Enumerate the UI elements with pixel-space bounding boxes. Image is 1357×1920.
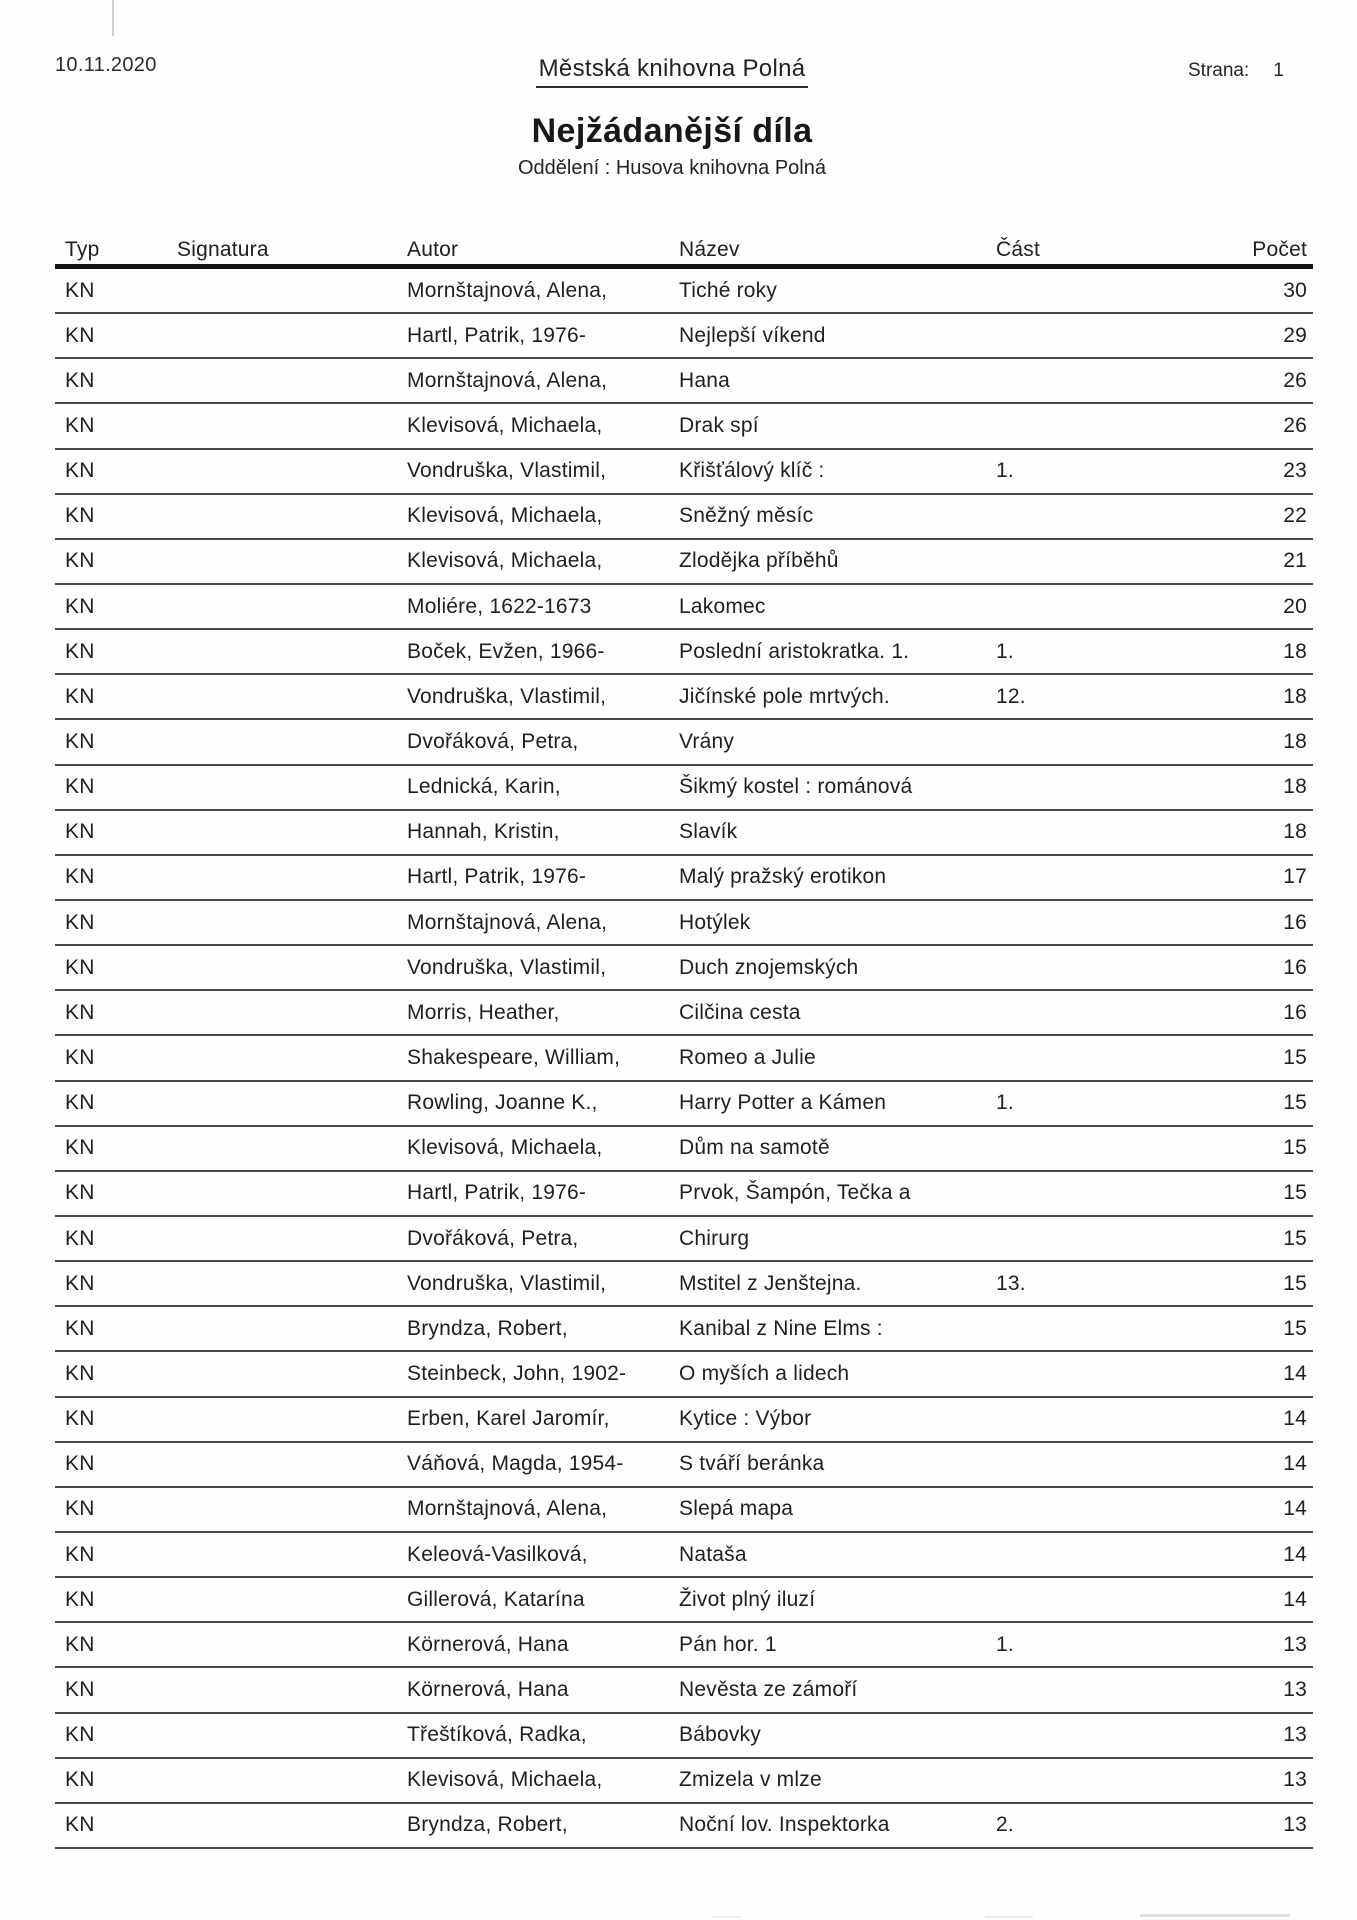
cell-autor: Moliére, 1622-1673 — [407, 594, 592, 618]
cell-nazev: Zmizela v mlze — [679, 1768, 822, 1792]
cell-nazev: Romeo a Julie — [679, 1045, 816, 1069]
cell-pocet: 20 — [1283, 594, 1307, 618]
cell-typ: KN — [65, 549, 95, 573]
page-indicator — [1188, 60, 1284, 82]
cell-pocet: 13 — [1283, 1768, 1307, 1792]
cell-typ: KN — [65, 1091, 95, 1115]
table-row — [55, 1623, 1313, 1668]
cell-nazev: Hana — [679, 368, 731, 392]
cell-nazev: Lakomec — [679, 594, 766, 618]
cell-autor: Keleová-Vasilková, — [407, 1542, 588, 1566]
cell-pocet: 13 — [1283, 1813, 1307, 1837]
cell-autor: Mornštajnová, Alena, — [407, 368, 608, 392]
cell-pocet: 15 — [1283, 1226, 1307, 1250]
cell-autor: Klevisová, Michaela, — [407, 1136, 603, 1160]
cell-autor: Hartl, Patrik, 1976- — [407, 865, 587, 889]
cell-pocet: 30 — [1283, 278, 1307, 302]
cell-nazev: Sněžný měsíc — [679, 504, 814, 528]
cell-cast: 13. — [996, 1271, 1026, 1295]
cell-autor: Bryndza, Robert, — [407, 1316, 568, 1340]
cell-autor: Dvořáková, Petra, — [407, 1226, 579, 1250]
cell-pocet: 14 — [1283, 1361, 1307, 1385]
table-row — [55, 766, 1313, 811]
cell-nazev: Dům na samotě — [679, 1136, 830, 1160]
page-number: 1 — [1273, 60, 1284, 81]
table-header-row — [55, 234, 1313, 262]
cell-autor: Klevisová, Michaela, — [407, 504, 603, 528]
cell-typ: KN — [65, 1271, 95, 1295]
cell-typ: KN — [65, 1632, 95, 1656]
cell-nazev: Bábovky — [679, 1723, 761, 1747]
library-name-text: Městská knihovna Polná — [536, 55, 809, 88]
cell-pocet: 22 — [1283, 504, 1307, 528]
table-row — [55, 1307, 1313, 1352]
table-row — [55, 1352, 1313, 1397]
cell-pocet: 15 — [1283, 1316, 1307, 1340]
table-row — [55, 1127, 1313, 1172]
table-row — [55, 1217, 1313, 1262]
cell-typ: KN — [65, 1045, 95, 1069]
cell-autor: Mornštajnová, Alena, — [407, 278, 608, 302]
cell-autor: Klevisová, Michaela, — [407, 549, 603, 573]
cell-pocet: 18 — [1283, 684, 1307, 708]
library-name-heading — [0, 55, 1344, 88]
cell-nazev: Cilčina cesta — [679, 1000, 801, 1024]
cell-nazev: Tiché roky — [679, 278, 778, 302]
cell-pocet: 26 — [1283, 368, 1307, 392]
cell-autor: Klevisová, Michaela, — [407, 1768, 603, 1792]
cell-autor: Boček, Evžen, 1966- — [407, 639, 605, 663]
cell-autor: Vondruška, Vlastimil, — [407, 684, 607, 708]
table-row — [55, 1533, 1313, 1578]
cell-nazev: Malý pražský erotikon — [679, 865, 887, 889]
cell-nazev: Šikmý kostel : románová — [679, 775, 913, 799]
cell-nazev: Duch znojemských — [679, 955, 859, 979]
cell-autor: Hannah, Kristin, — [407, 820, 560, 844]
scan-artifact-smudge — [985, 1916, 1033, 1918]
cell-nazev: Chirurg — [679, 1226, 750, 1250]
cell-typ: KN — [65, 368, 95, 392]
scan-artifact-smudge — [712, 1916, 742, 1918]
column-header-nazev: Název — [679, 238, 740, 261]
cell-typ: KN — [65, 459, 95, 483]
cell-pocet: 16 — [1283, 1000, 1307, 1024]
cell-nazev: Nejlepší víkend — [679, 323, 826, 347]
cell-typ: KN — [65, 1587, 95, 1611]
cell-typ: KN — [65, 865, 95, 889]
table-row — [55, 946, 1313, 991]
cell-pocet: 13 — [1283, 1677, 1307, 1701]
cell-nazev: Nataša — [679, 1542, 747, 1566]
cell-typ: KN — [65, 820, 95, 844]
table-row — [55, 1668, 1313, 1713]
cell-pocet: 14 — [1283, 1407, 1307, 1431]
cell-autor: Lednická, Karin, — [407, 775, 561, 799]
cell-typ: KN — [65, 1768, 95, 1792]
cell-autor: Dvořáková, Petra, — [407, 729, 579, 753]
table-row — [55, 495, 1313, 540]
cell-pocet: 14 — [1283, 1587, 1307, 1611]
cell-pocet: 16 — [1283, 910, 1307, 934]
cell-pocet: 26 — [1283, 413, 1307, 437]
cell-typ: KN — [65, 1497, 95, 1521]
table-row — [55, 630, 1313, 675]
scan-artifact-smudge — [1140, 1914, 1290, 1917]
table-row — [55, 1082, 1313, 1127]
cell-autor: Hartl, Patrik, 1976- — [407, 323, 587, 347]
cell-nazev: Život plný iluzí — [679, 1587, 816, 1611]
table-row — [55, 675, 1313, 720]
column-header-autor: Autor — [407, 238, 459, 261]
cell-pocet: 17 — [1283, 865, 1307, 889]
cell-pocet: 15 — [1283, 1136, 1307, 1160]
table-row — [55, 901, 1313, 946]
cell-nazev: Noční lov. Inspektorka — [679, 1813, 890, 1837]
cell-pocet: 13 — [1283, 1632, 1307, 1656]
cell-nazev: Pán hor. 1 — [679, 1632, 777, 1656]
cell-typ: KN — [65, 955, 95, 979]
cell-nazev: Kytice : Výbor — [679, 1407, 812, 1431]
cell-pocet: 18 — [1283, 639, 1307, 663]
column-header-typ: Typ — [65, 238, 100, 261]
cell-typ: KN — [65, 684, 95, 708]
cell-pocet: 18 — [1283, 775, 1307, 799]
cell-nazev: Nevěsta ze zámoří — [679, 1677, 858, 1701]
table-row — [55, 1262, 1313, 1307]
cell-cast: 1. — [996, 639, 1014, 663]
cell-pocet: 14 — [1283, 1542, 1307, 1566]
column-header-cast: Část — [996, 238, 1040, 261]
scan-artifact-vertical-line — [112, 0, 114, 36]
cell-nazev: Hotýlek — [679, 910, 751, 934]
cell-pocet: 15 — [1283, 1271, 1307, 1295]
cell-nazev: Vrány — [679, 729, 735, 753]
cell-typ: KN — [65, 413, 95, 437]
report-date: 10.11.2020 — [55, 54, 157, 76]
cell-typ: KN — [65, 323, 95, 347]
cell-autor: Vondruška, Vlastimil, — [407, 955, 607, 979]
cell-nazev: Slepá mapa — [679, 1497, 794, 1521]
cell-pocet: 15 — [1283, 1091, 1307, 1115]
cell-autor: Morris, Heather, — [407, 1000, 560, 1024]
cell-typ: KN — [65, 594, 95, 618]
table-row — [55, 450, 1313, 495]
table-row — [55, 991, 1313, 1036]
cell-typ: KN — [65, 278, 95, 302]
cell-typ: KN — [65, 1136, 95, 1160]
cell-typ: KN — [65, 1723, 95, 1747]
table-row — [55, 1172, 1313, 1217]
table-row — [55, 585, 1313, 630]
cell-cast: 1. — [996, 1091, 1014, 1115]
cell-typ: KN — [65, 1813, 95, 1837]
cell-autor: Erben, Karel Jaromír, — [407, 1407, 610, 1431]
cell-typ: KN — [65, 1316, 95, 1340]
table-row — [55, 1804, 1313, 1849]
cell-autor: Shakespeare, William, — [407, 1045, 621, 1069]
cell-typ: KN — [65, 504, 95, 528]
cell-pocet: 29 — [1283, 323, 1307, 347]
cell-pocet: 14 — [1283, 1452, 1307, 1476]
cell-typ: KN — [65, 639, 95, 663]
page-label: Strana: — [1188, 60, 1250, 81]
table-body — [55, 269, 1313, 1849]
cell-autor: Bryndza, Robert, — [407, 1813, 568, 1837]
table-row — [55, 1036, 1313, 1081]
cell-cast: 2. — [996, 1813, 1014, 1837]
cell-typ: KN — [65, 775, 95, 799]
cell-nazev: Slavík — [679, 820, 738, 844]
cell-nazev: Harry Potter a Kámen — [679, 1091, 887, 1115]
cell-autor: Vondruška, Vlastimil, — [407, 459, 607, 483]
cell-nazev: Poslední aristokratka. 1. — [679, 639, 910, 663]
table-row — [55, 1759, 1313, 1804]
table-row — [55, 1398, 1313, 1443]
cell-pocet: 15 — [1283, 1045, 1307, 1069]
cell-nazev: Prvok, Šampón, Tečka a — [679, 1181, 911, 1205]
cell-autor: Mornštajnová, Alena, — [407, 910, 608, 934]
table-row — [55, 1578, 1313, 1623]
cell-autor: Vondruška, Vlastimil, — [407, 1271, 607, 1295]
cell-autor: Körnerová, Hana — [407, 1677, 569, 1701]
cell-pocet: 21 — [1283, 549, 1307, 573]
table-row — [55, 856, 1313, 901]
cell-autor: Steinbeck, John, 1902- — [407, 1361, 627, 1385]
cell-nazev: Drak spí — [679, 413, 759, 437]
table-row — [55, 811, 1313, 856]
table-row — [55, 540, 1313, 585]
cell-autor: Mornštajnová, Alena, — [407, 1497, 608, 1521]
cell-pocet: 23 — [1283, 459, 1307, 483]
cell-pocet: 16 — [1283, 955, 1307, 979]
cell-autor: Klevisová, Michaela, — [407, 413, 603, 437]
cell-autor: Hartl, Patrik, 1976- — [407, 1181, 587, 1205]
cell-pocet: 18 — [1283, 729, 1307, 753]
report-title: Nejžádanější díla — [531, 112, 813, 150]
cell-autor: Třeštíková, Radka, — [407, 1723, 587, 1747]
cell-typ: KN — [65, 1361, 95, 1385]
cell-nazev: Mstitel z Jenštejna. — [679, 1271, 862, 1295]
table-row — [55, 314, 1313, 359]
cell-nazev: O myších a lidech — [679, 1361, 850, 1385]
cell-autor: Gillerová, Katarína — [407, 1587, 585, 1611]
table-row — [55, 1714, 1313, 1759]
cell-typ: KN — [65, 1181, 95, 1205]
table-row — [55, 1488, 1313, 1533]
cell-pocet: 15 — [1283, 1181, 1307, 1205]
cell-typ: KN — [65, 1407, 95, 1431]
table-row — [55, 1443, 1313, 1488]
cell-nazev: Jičínské pole mrtvých. — [679, 684, 890, 708]
report-subtitle: Oddělení : Husova knihovna Polná — [518, 157, 826, 179]
cell-nazev: S tváří beránka — [679, 1452, 825, 1476]
cell-nazev: Zlodějka příběhů — [679, 549, 839, 573]
cell-typ: KN — [65, 1677, 95, 1701]
column-header-pocet: Počet — [1252, 238, 1307, 261]
cell-cast: 12. — [996, 684, 1026, 708]
cell-cast: 1. — [996, 1632, 1014, 1656]
cell-pocet: 18 — [1283, 820, 1307, 844]
table-row — [55, 404, 1313, 449]
table-row — [55, 720, 1313, 765]
cell-nazev: Křišťálový klíč : — [679, 459, 825, 483]
cell-autor: Váňová, Magda, 1954- — [407, 1452, 624, 1476]
cell-nazev: Kanibal z Nine Elms : — [679, 1316, 883, 1340]
table-row — [55, 269, 1313, 314]
cell-cast: 1. — [996, 459, 1014, 483]
cell-typ: KN — [65, 1226, 95, 1250]
cell-pocet: 13 — [1283, 1723, 1307, 1747]
cell-typ: KN — [65, 729, 95, 753]
table-row — [55, 359, 1313, 404]
cell-typ: KN — [65, 910, 95, 934]
cell-pocet: 14 — [1283, 1497, 1307, 1521]
column-header-signatura: Signatura — [177, 238, 269, 261]
cell-typ: KN — [65, 1452, 95, 1476]
cell-typ: KN — [65, 1542, 95, 1566]
cell-typ: KN — [65, 1000, 95, 1024]
cell-autor: Rowling, Joanne K., — [407, 1091, 598, 1115]
cell-autor: Körnerová, Hana — [407, 1632, 569, 1656]
